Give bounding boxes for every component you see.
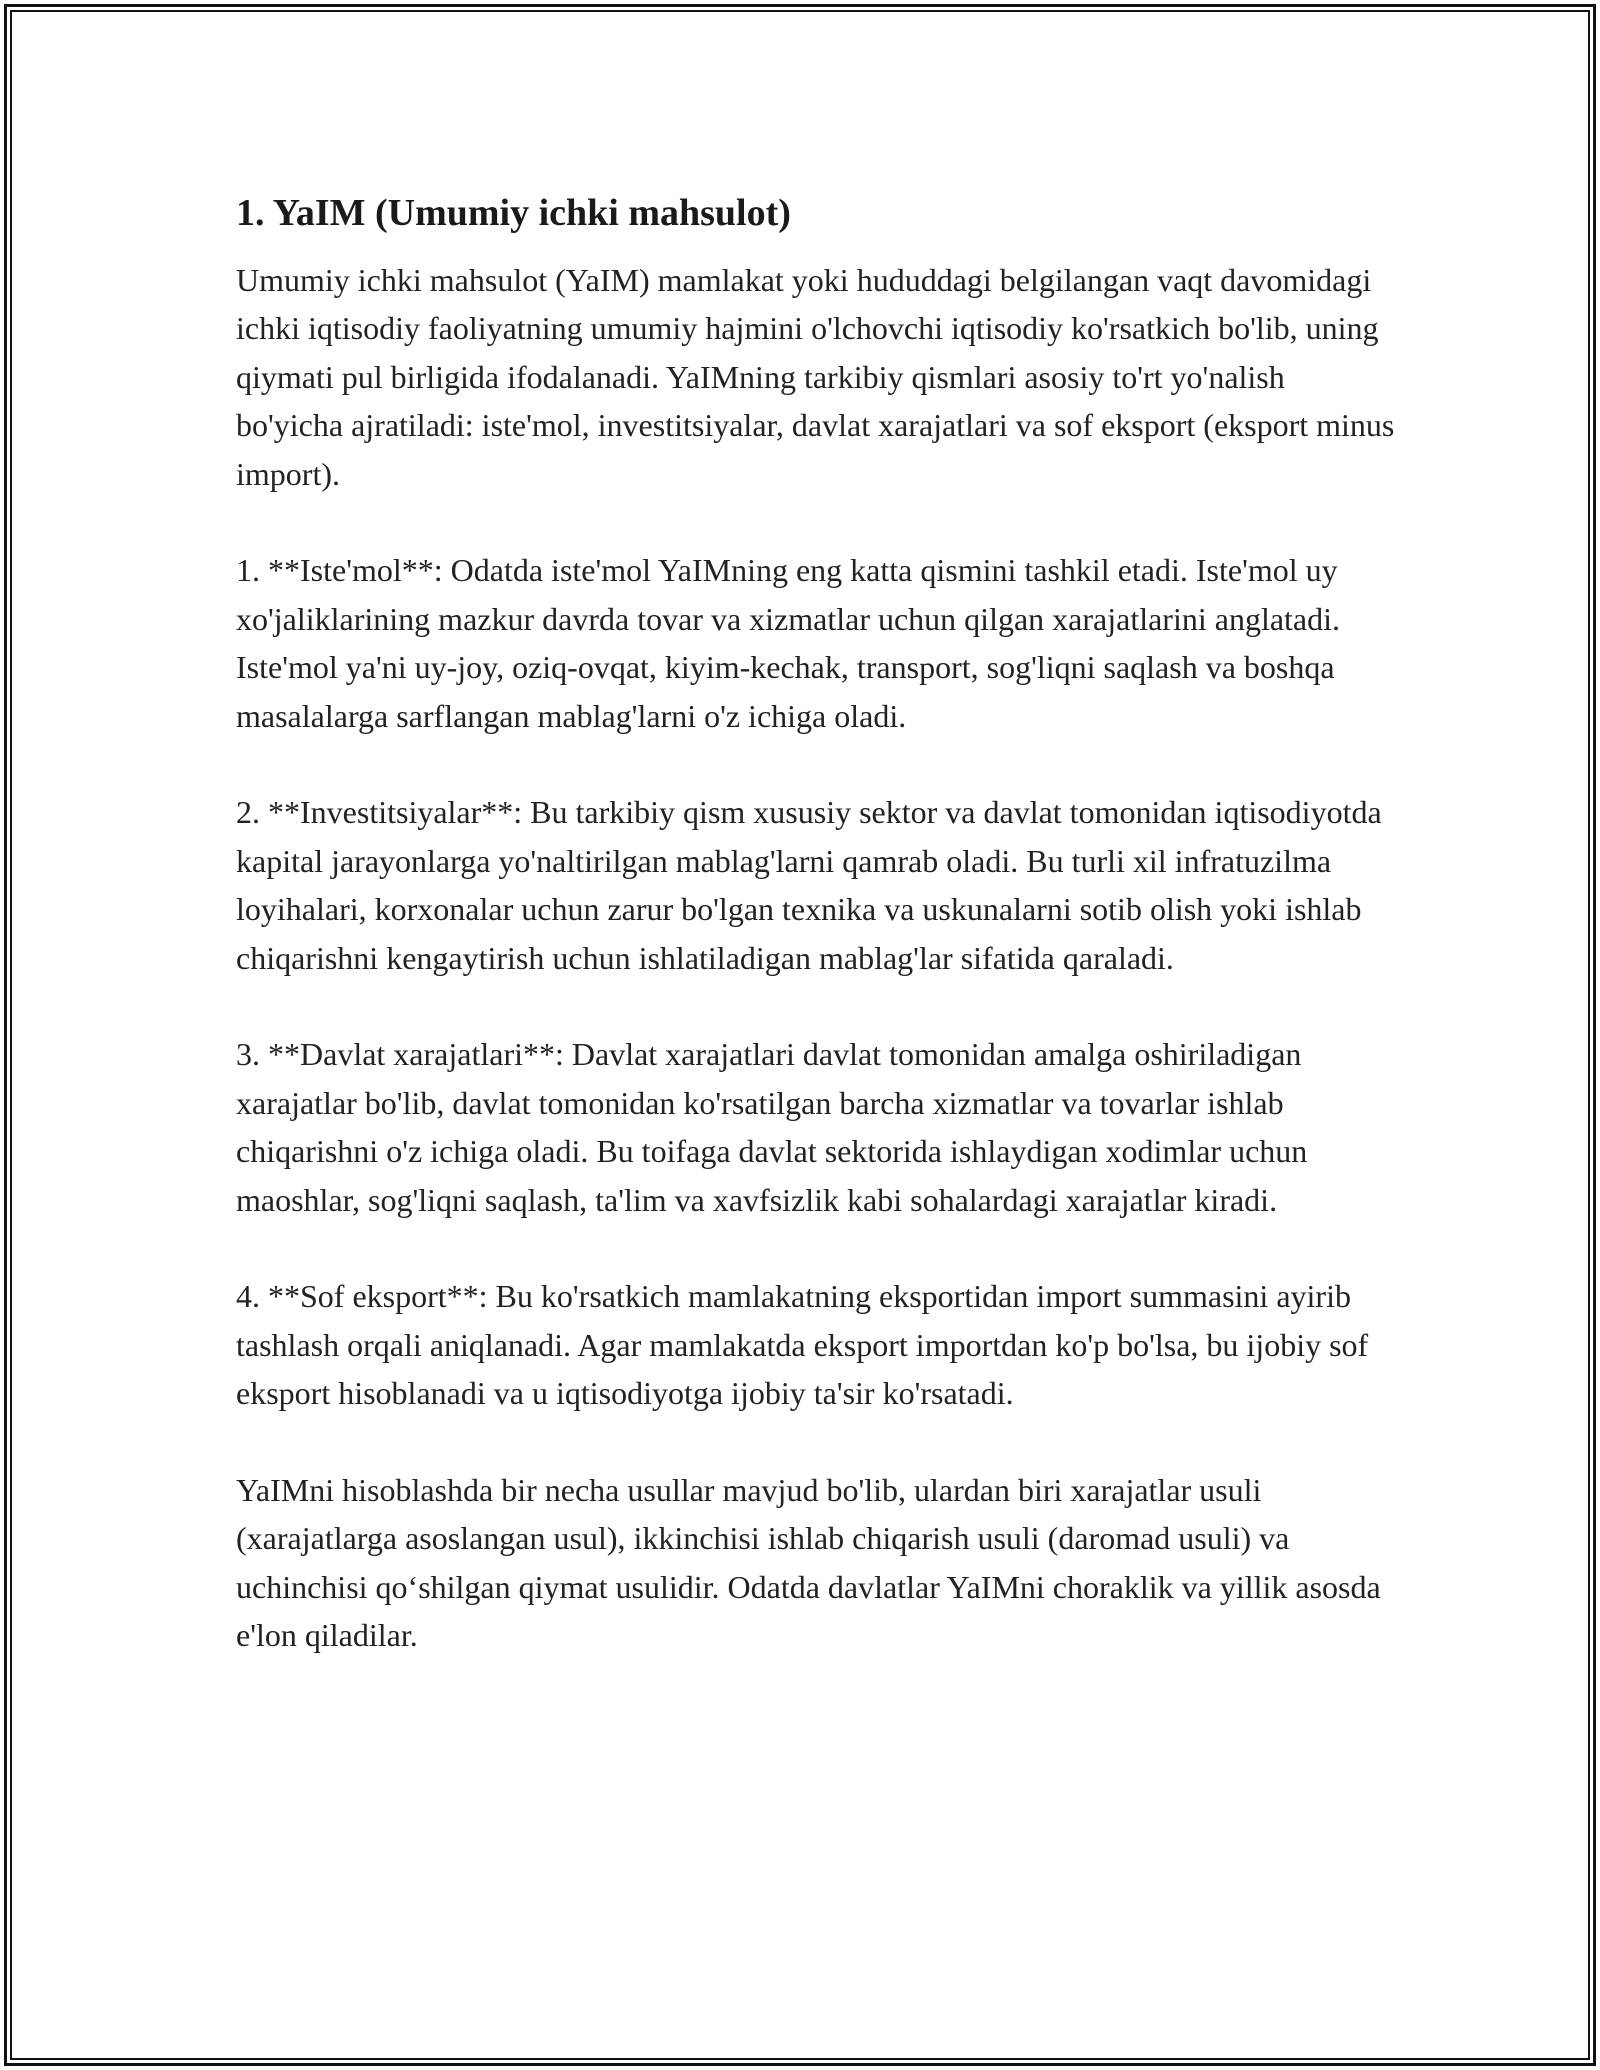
paragraph-consumption: 1. **Iste'mol**: Odatda iste'mol YaIMning eng katta qismini tashkil etadi. Iste'mol uy xo'jaliklarining mazkur davrda tovar va xizmatlar uchun qilgan xarajatlarini anglatadi. Iste'mol ya'ni uy-joy, oziq-ovqat, kiyim-kechak, transport, sog'liqni saqlash va boshqa masalalarga sarflangan mablag'larni o'z ichiga oladi. (236, 552, 1341, 734)
paragraph-investment: 2. **Investitsiyalar**: Bu tarkibiy qism xususiy sektor va davlat tomonidan iqtisodiyotda kapital jarayonlarga yo'naltirilgan mablag'larni qamrab oladi. Bu turli xil infratuzilma loyihalari, korxonalar uchun zarur bo'lgan texnika va uskunalarni sotib olish yoki ishlab chiqarishni kengaytirish uchun ishlatiladigan mablag'lar sifatida qaraladi. (236, 794, 1382, 976)
paragraph-government-spending: 3. **Davlat xarajatlari**: Davlat xarajatlari davlat tomonidan amalga oshiriladigan xarajatlar bo'lib, davlat tomonidan ko'rsatilgan barcha xizmatlar va tovarlar ishlab chiqarishni o'z ichiga oladi. Bu toifaga davlat sektorida ishlaydigan xodimlar uchun maoshlar, sog'liqni saqlash, ta'lim va xavfsizlik kabi sohalardagi xarajatlar kiradi. (236, 1036, 1308, 1218)
document-body (236, 186, 1396, 1708)
paragraph-net-exports: 4. **Sof eksport**: Bu ko'rsatkich mamlakatning eksportidan import summasini ayirib tashlash orqali aniqlanadi. Agar mamlakatda eksport importdan ko'p bo'lsa, bu ijobiy sof eksport hisoblanadi va u iqtisodiyotga ijobiy ta'sir ko'rsatadi. (236, 1278, 1369, 1412)
document-title: 1. YaIM (Umumiy ichki mahsulot) (236, 192, 791, 234)
paragraph-calculation-methods: YaIMni hisoblashda bir necha usullar mavjud bo'lib, ulardan biri xarajatlar usuli (xarajatlarga asoslangan usul), ikkinchisi ishlab chiqarish usuli (daromad usuli) va uchinchisi qo‘shilgan qiymat usulidir. Odatda davlatlar YaIMni choraklik va yillik asosda e'lon qiladilar. (236, 1472, 1381, 1654)
paragraph-intro: Umumiy ichki mahsulot (YaIM) mamlakat yoki hududdagi belgilangan vaqt davomidagi ichki iqtisodiy faoliyatning umumiy hajmini o'lchovchi iqtisodiy ko'rsatkich bo'lib, uning qiymati pul birligida ifodalanadi. YaIMning tarkibiy qismlari asosiy to'rt yo'nalish bo'yicha ajratiladi: iste'mol, investitsiyalar, davlat xarajatlari va sof eksport (eksport minus import). (236, 262, 1395, 492)
